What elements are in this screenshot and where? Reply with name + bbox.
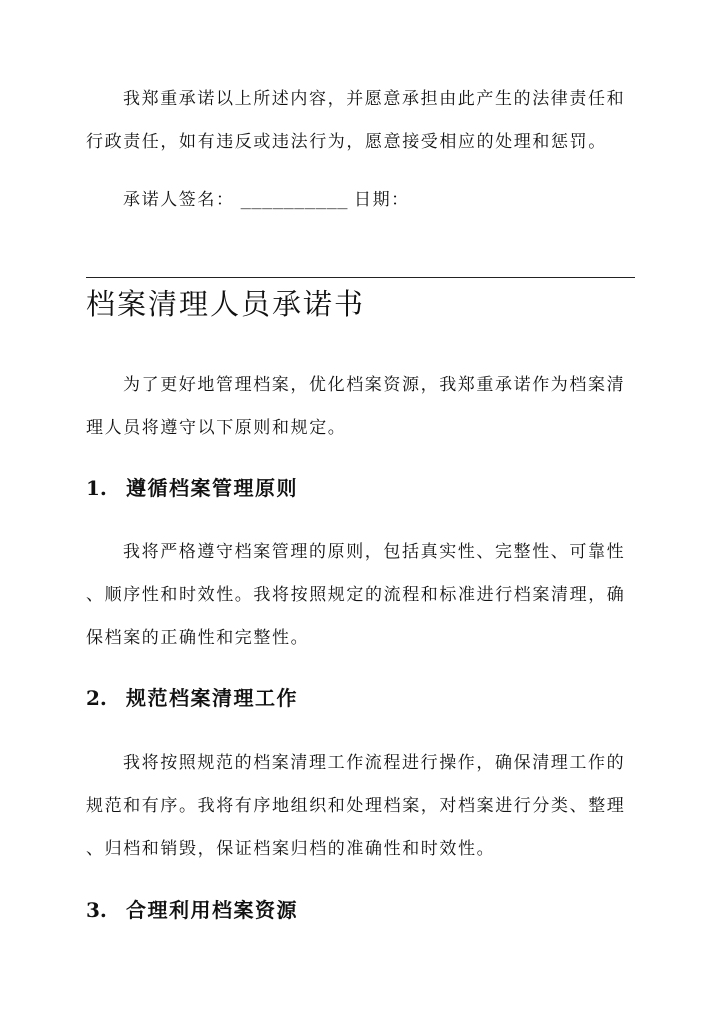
section-1-line-1: 我将严格遵守档案管理的原则，包括真实性、完整性、可靠性: [123, 542, 626, 562]
section-number: 1.: [86, 476, 107, 500]
pledge-paragraph-line-2: 行政责任，如有违反或违法行为，愿意接受相应的处理和惩罚。: [86, 132, 607, 152]
intro-line-1: 为了更好地管理档案，优化档案资源，我郑重承诺作为档案清: [123, 375, 626, 395]
section-2-line-3: 、归档和销毁，保证档案归档的准确性和时效性。: [86, 839, 496, 859]
section-number: 3.: [86, 898, 107, 922]
section-1-line-2: 、顺序性和时效性。我将按照规定的流程和标准进行档案清理，确: [86, 585, 626, 605]
section-heading-text: 遵循档案管理原则: [126, 476, 298, 500]
section-number: 2.: [86, 686, 107, 710]
section-heading-1: [86, 474, 298, 502]
document-title: 档案清理人员承诺书: [86, 287, 366, 321]
section-2-line-1: 我将按照规范的档案清理工作流程进行操作，确保清理工作的: [123, 753, 626, 773]
section-2-line-2: 规范和有序。我将有序地组织和处理档案，对档案进行分类、整理: [86, 796, 626, 816]
date-label: 日期：: [353, 190, 410, 210]
signature-blank: __________: [240, 190, 348, 210]
section-1-line-3: 保档案的正确性和完整性。: [86, 628, 310, 648]
signature-label: 承诺人签名：: [123, 190, 235, 210]
section-heading-text: 规范档案清理工作: [126, 686, 298, 710]
section-divider: [86, 277, 635, 278]
section-heading-3: [86, 896, 298, 924]
signature-row: [123, 189, 410, 211]
pledge-paragraph-line-1: 我郑重承诺以上所述内容，并愿意承担由此产生的法律责任和: [123, 89, 626, 109]
section-heading-text: 合理利用档案资源: [126, 898, 298, 922]
intro-line-2: 理人员将遵守以下原则和规定。: [86, 418, 347, 438]
section-heading-2: [86, 684, 298, 712]
